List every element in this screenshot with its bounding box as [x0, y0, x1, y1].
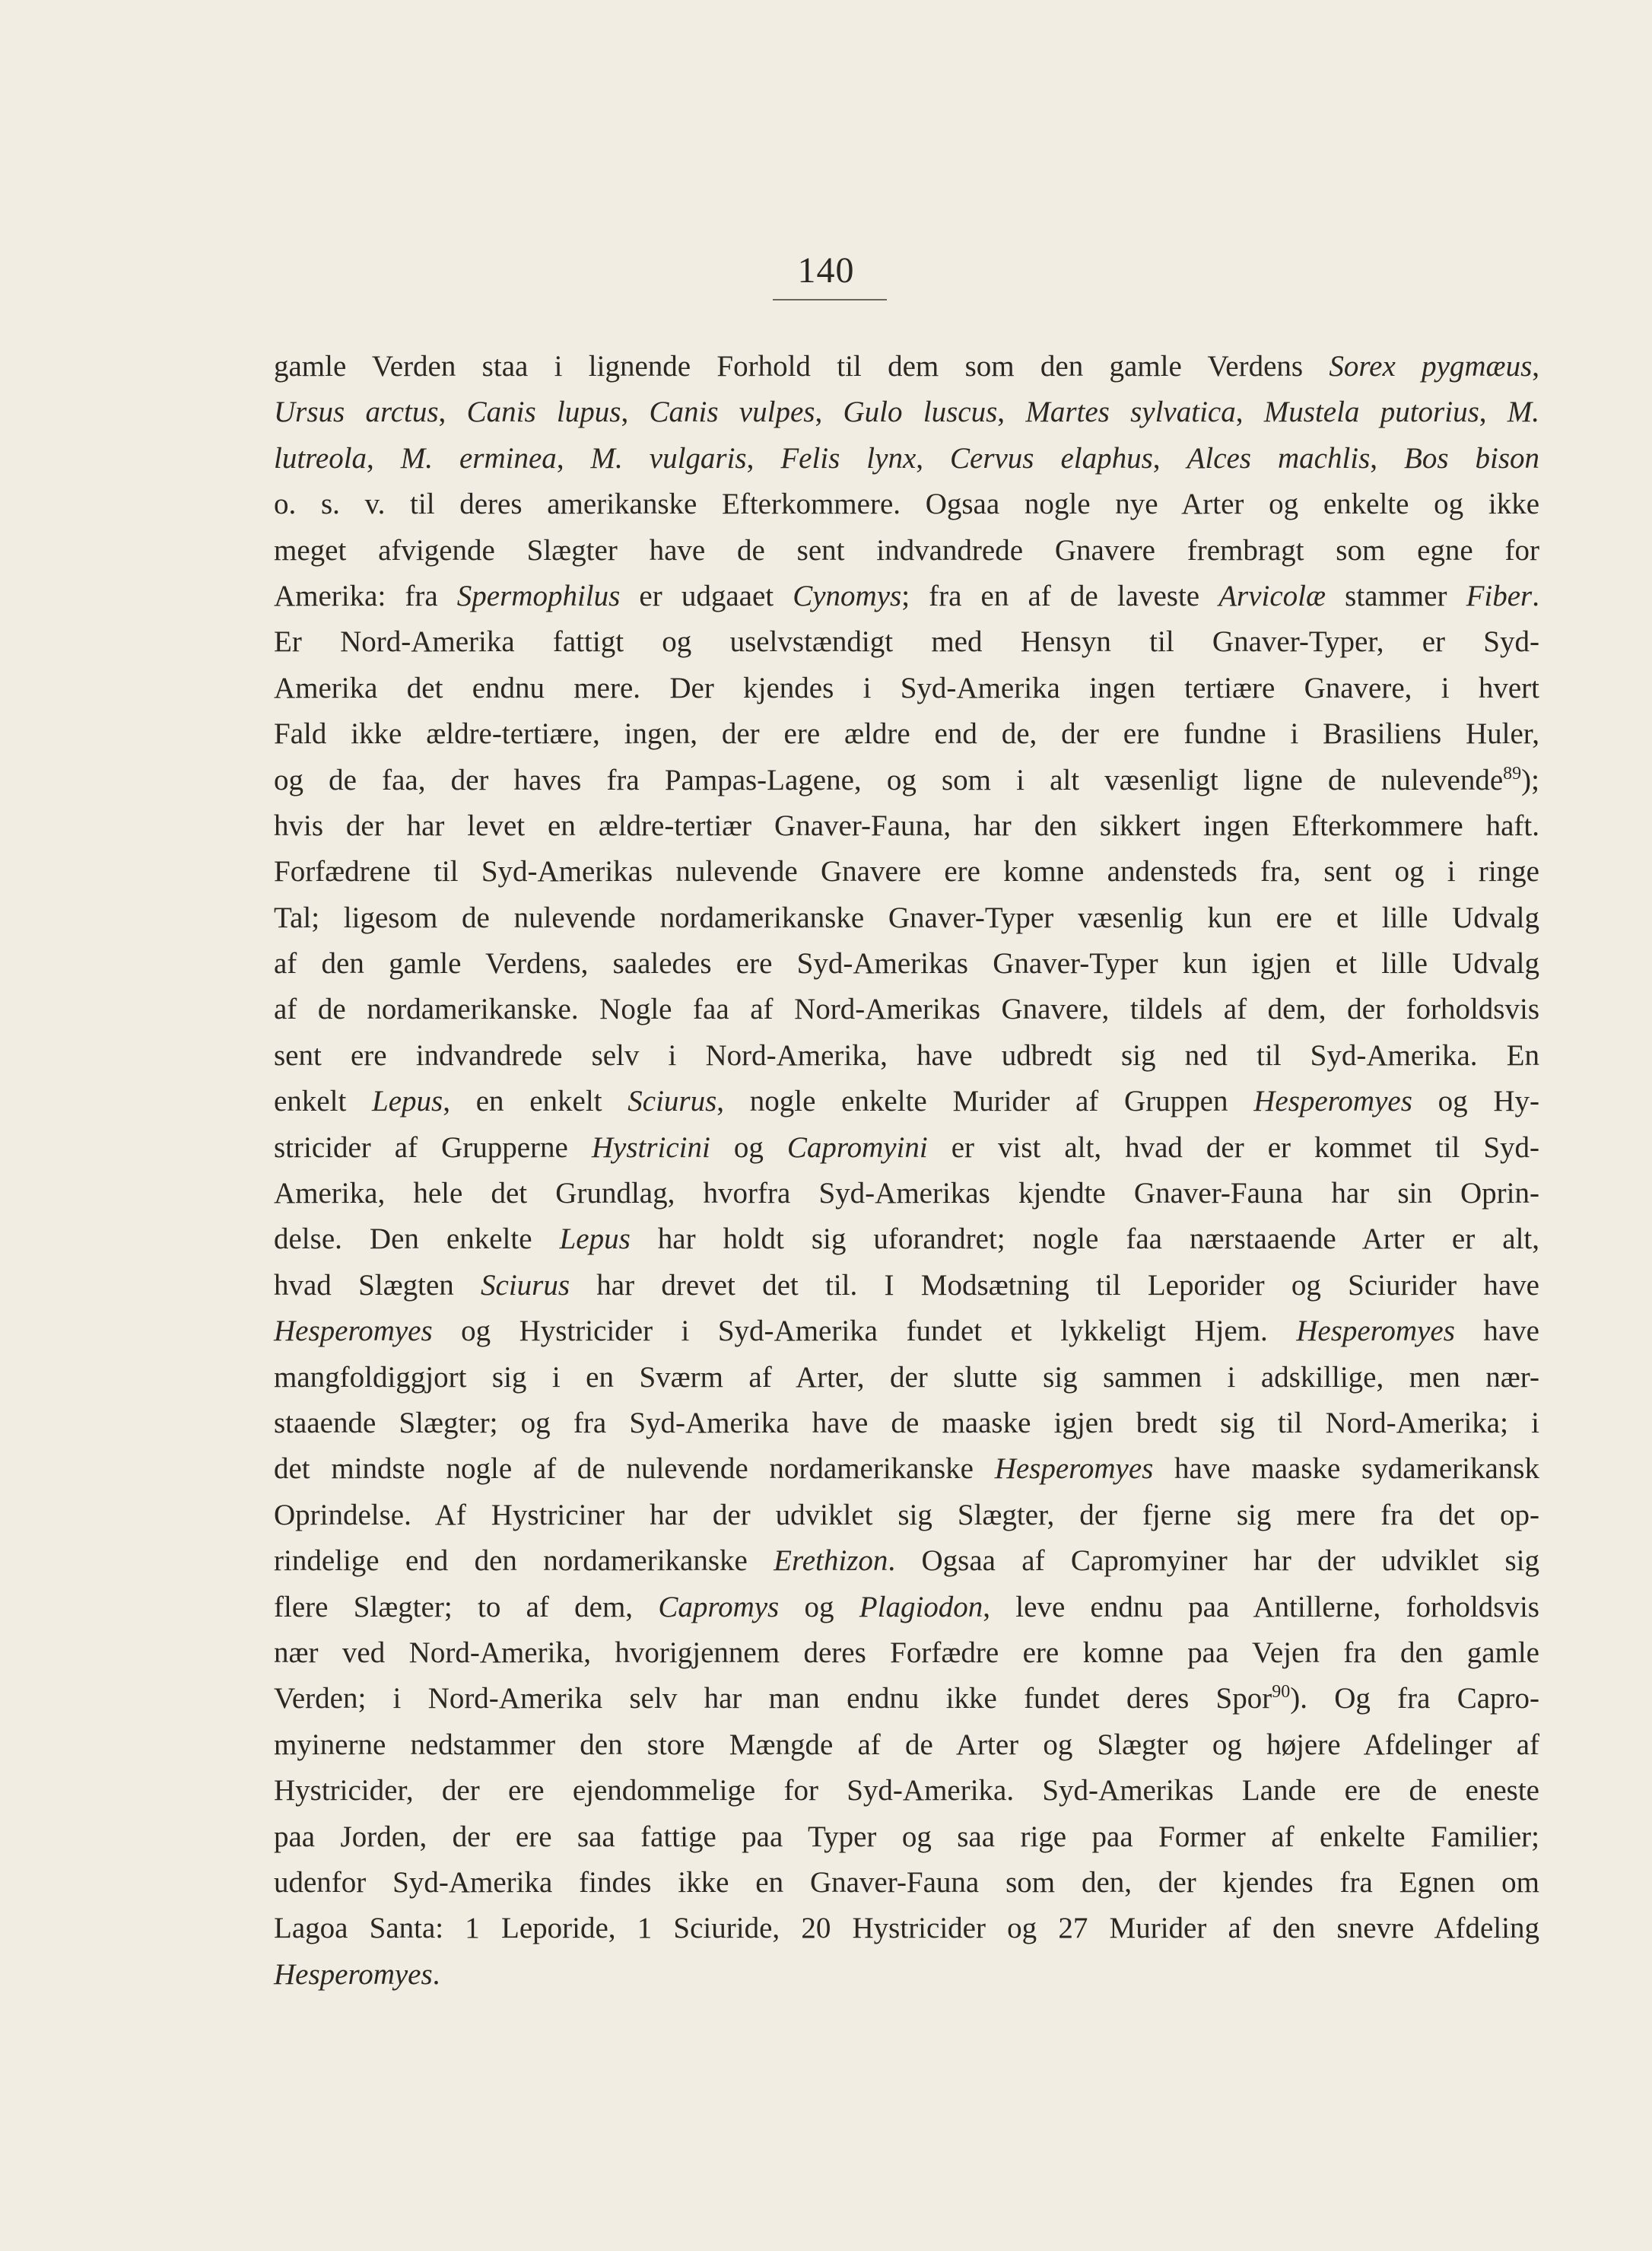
text-run: , [1532, 350, 1539, 383]
text-line [274, 1355, 1539, 1401]
text-line [274, 1401, 1539, 1446]
taxon-name: Alces machlis [1187, 441, 1371, 475]
taxon-name: Sorex pygmæus [1329, 350, 1533, 383]
text-run: og de faa, der haves fra Pampas-Lagene, og som i alt væsenligt ligne de nulevende [274, 763, 1504, 796]
taxon-name: Canis vulpes [649, 396, 815, 429]
text-run: Hystricider, der ere ejendommelige for Syd-Amerika. Syd-Amerikas Lande ere de eneste [274, 1774, 1539, 1807]
taxon-name: Erethizon [774, 1544, 888, 1578]
taxon-name: Fiber [1466, 579, 1533, 612]
text-line [274, 1033, 1539, 1079]
taxon-name: Hesperomyes [1296, 1315, 1455, 1348]
text-line [274, 666, 1539, 711]
text-run: , [1479, 396, 1507, 429]
text-run: , nogle enkelte Murider af Gruppen [716, 1085, 1254, 1118]
text-run: , [438, 396, 467, 429]
text-run: hvis der har levet en ældre-tertiær Gnaver-Fauna, har den sikkert ingen Efterkommere haft. [274, 809, 1539, 842]
taxon-name: Sciurus [481, 1268, 570, 1302]
text-run: stricider af Grupperne [274, 1130, 592, 1164]
text-line [274, 619, 1539, 665]
text-line [274, 1493, 1539, 1538]
taxon-name: Capromyini [786, 1130, 928, 1164]
text-line [274, 941, 1539, 987]
text-run: hvad Slægten [274, 1268, 481, 1302]
taxon-name: Cervus elaphus [950, 441, 1153, 475]
text-run: o. s. v. til deres amerikanske Efterkommere. Ogsaa nogle nye Arter og enkelte og ikke [274, 488, 1539, 521]
taxon-name: Mustela putorius [1263, 396, 1479, 429]
text-run: har drevet det til. I Modsætning til Leporider og Sciurider have [570, 1268, 1539, 1302]
text-line [274, 344, 1539, 389]
taxon-name: Plagiodon [859, 1590, 983, 1623]
text-line [274, 1585, 1539, 1630]
text-line [274, 1630, 1539, 1676]
text-run: , [621, 396, 650, 429]
text-line [274, 987, 1539, 1032]
taxon-name: lutreola [274, 441, 367, 475]
text-run: , [1152, 441, 1187, 475]
taxon-name: Cynomys [793, 579, 902, 612]
taxon-name: Hesperomyes [274, 1315, 433, 1348]
text-run: og Hy- [1412, 1085, 1539, 1118]
text-run: Verden; i Nord-Amerika selv har man endnu ikke fundet deres Spor [274, 1682, 1272, 1715]
text-line [274, 1906, 1539, 1951]
text-line [274, 574, 1539, 619]
text-line [274, 1676, 1539, 1722]
taxon-name: Hesperomyes [274, 1957, 433, 1991]
text-run: rindelige end den nordamerikanske [274, 1544, 774, 1578]
text-run: Amerika, hele det Grundlag, hvorfra Syd-Amerikas kjendte Gnaver-Fauna har sin Oprin- [274, 1177, 1539, 1210]
text-run: stammer [1326, 579, 1466, 612]
text-run: , [815, 396, 843, 429]
text-run: og [779, 1590, 859, 1623]
text-line [274, 1768, 1539, 1814]
text-run: paa Jorden, der ere saa fattige paa Typer og saa rige paa Former af enkelte Familier; [274, 1820, 1539, 1853]
text-line [274, 711, 1539, 757]
taxon-name: Lepus [559, 1222, 631, 1256]
text-run: . [432, 1957, 440, 1991]
text-run: , [746, 441, 781, 475]
text-line [274, 1814, 1539, 1860]
text-run: Lagoa Santa: 1 Leporide, 1 Sciuride, 20 Hystricider og 27 Murider af den snevre Afdeling [274, 1912, 1539, 1945]
footnote-reference: 89 [1503, 763, 1522, 784]
taxon-name: Martes sylvatica [1025, 396, 1236, 429]
text-run: , leve endnu paa Antillerne, forholdsvis [983, 1590, 1539, 1623]
text-run: flere Slægter; to af dem, [274, 1590, 659, 1623]
text-run: , [556, 441, 591, 475]
text-run: gamle Verden staa i lignende Forhold til dem som den gamle Verdens [274, 350, 1330, 383]
taxon-name: Ursus arctus [274, 396, 439, 429]
text-run: mangfoldiggjort sig i en Sværm af Arter, der slutte sig sammen i adskillige, men nær- [274, 1360, 1539, 1394]
text-line [274, 849, 1539, 895]
text-run: , [367, 441, 401, 475]
text-run: delse. Den enkelte [274, 1222, 560, 1256]
text-run: ); [1521, 763, 1539, 796]
text-line [274, 1079, 1539, 1124]
text-run: Amerika det endnu mere. Der kjendes i Syd-Amerika ingen tertiære Gnavere, i hvert [274, 671, 1539, 704]
footnote-reference: 90 [1272, 1682, 1291, 1703]
text-line [274, 389, 1539, 435]
text-line [274, 1952, 1539, 1998]
text-run: og [710, 1130, 787, 1164]
text-run: have [1454, 1315, 1539, 1348]
taxon-name: M. erminea [400, 441, 557, 475]
text-run: Er Nord-Amerika fattigt og uselvstændigt med Hensyn til Gnaver-Typer, er Syd- [274, 625, 1539, 659]
taxon-name: Capromys [658, 1590, 780, 1623]
text-line [274, 895, 1539, 941]
taxon-name: Gulo luscus [843, 396, 998, 429]
text-run: Amerika: fra [274, 579, 457, 612]
text-run: det mindste nogle af de nulevende nordamerikanske [274, 1452, 995, 1486]
taxon-name: Hesperomyes [1253, 1085, 1412, 1118]
text-run: meget afvigende Slægter have de sent indvandrede Gnavere frembragt som egne for [274, 533, 1539, 567]
text-line [274, 1171, 1539, 1216]
text-run: , [1235, 396, 1264, 429]
text-run: . [1532, 579, 1539, 612]
text-line [274, 436, 1539, 482]
text-run: af den gamle Verdens, saaledes ere Syd-Amerikas Gnaver-Typer kun igjen et lille Udvalg [274, 947, 1539, 981]
page-number: 140 [797, 250, 855, 291]
text-run: og Hystricider i Syd-Amerika fundet et lykkeligt Hjem. [432, 1315, 1297, 1348]
text-line [274, 1860, 1539, 1906]
text-run: Tal; ligesom de nulevende nordamerikanske Gnaver-Typer væsenlig kun ere et lille Udvalg [274, 901, 1539, 934]
text-run: er udgaaet [620, 579, 793, 612]
taxon-name: Felis lynx [780, 441, 917, 475]
text-line [274, 1722, 1539, 1768]
text-run: Fald ikke ældre-tertiære, ingen, der ere ældre end de, der ere fundne i Brasiliens Huler, [274, 717, 1539, 751]
text-run: ; fra en af de laveste [901, 579, 1219, 612]
taxon-name: Arvicolæ [1218, 579, 1326, 612]
text-run: af de nordamerikanske. Nogle faa af Nord-Amerikas Gnavere, tildels af dem, der forholdsvis [274, 993, 1539, 1026]
taxon-name: M. vulgaris [590, 441, 747, 475]
taxon-name: Hesperomyes [994, 1452, 1154, 1486]
text-line [274, 1308, 1539, 1354]
text-line [274, 482, 1539, 527]
text-run: har holdt sig uforandret; nogle faa nærstaaende Arter er alt, [630, 1222, 1539, 1256]
text-run: udenfor Syd-Amerika findes ikke en Gnaver-Fauna som den, der kjendes fra Egnen om [274, 1865, 1539, 1899]
text-line [274, 1538, 1539, 1584]
text-line [274, 1125, 1539, 1171]
text-run: sent ere indvandrede selv i Nord-Amerika, have udbredt sig ned til Syd-Amerika. En [274, 1038, 1539, 1072]
text-run: have maaske sydamerikansk [1153, 1452, 1539, 1486]
text-line [274, 1446, 1539, 1492]
text-run: staaende Slægter; og fra Syd-Amerika have de maaske igjen bredt sig til Nord-Amerika; i [274, 1406, 1539, 1439]
text-run: Oprindelse. Af Hystriciner har der udviklet sig Slægter, der fjerne sig mere fra det op- [274, 1498, 1539, 1531]
body-text [274, 344, 1539, 1998]
text-run: myinerne nedstammer den store Mængde af de Arter og Slægter og højere Afdelinger af [274, 1728, 1539, 1761]
text-run: , [916, 441, 950, 475]
taxon-name: Spermophilus [456, 579, 621, 612]
page-number-rule [773, 299, 887, 300]
taxon-name: M. [1507, 396, 1540, 429]
taxon-name: Lepus [372, 1085, 443, 1118]
text-run: , [997, 396, 1026, 429]
text-run: nær ved Nord-Amerika, hvorigjennem deres Forfædre ere komne paa Vejen fra den gamle [274, 1636, 1539, 1669]
text-run: ). Og fra Capro- [1290, 1682, 1539, 1715]
text-line [274, 1263, 1539, 1308]
text-line [274, 758, 1539, 803]
text-run: , en enkelt [443, 1085, 628, 1118]
taxon-name: Hystricini [591, 1130, 710, 1164]
taxon-name: Bos bison [1404, 441, 1540, 475]
taxon-name: Sciurus [627, 1085, 717, 1118]
taxon-name: Canis lupus [466, 396, 621, 429]
text-run: Forfædrene til Syd-Amerikas nulevende Gnavere ere komne andensteds fra, sent og i ringe [274, 855, 1539, 889]
text-line [274, 528, 1539, 574]
text-line [274, 1216, 1539, 1262]
text-line [274, 803, 1539, 849]
text-run: enkelt [274, 1085, 373, 1118]
text-run: er vist alt, hvad der er kommet til Syd- [927, 1130, 1539, 1164]
text-run: . Ogsaa af Capromyiner har der udviklet sig [888, 1544, 1539, 1578]
text-run: , [1370, 441, 1405, 475]
